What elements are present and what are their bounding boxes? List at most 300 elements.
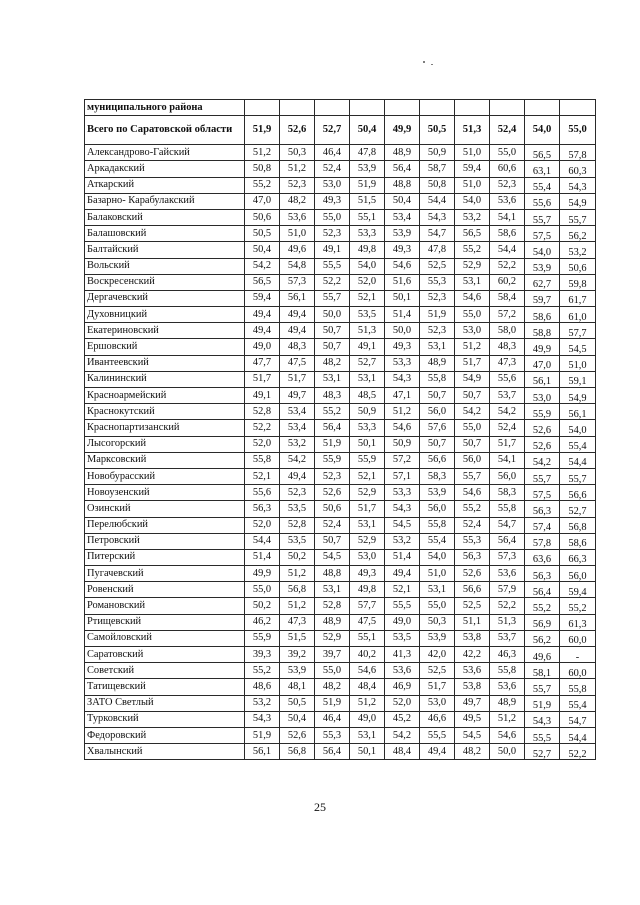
value-text: 57,5 xyxy=(532,230,552,242)
value-text: 54,7 xyxy=(497,519,517,531)
value-cell xyxy=(280,630,315,646)
value-cell xyxy=(280,517,315,533)
total-value: 50,4 xyxy=(350,116,385,145)
value-text: 52,7 xyxy=(357,357,377,369)
value-cell xyxy=(280,744,315,760)
value-cell xyxy=(385,323,420,339)
value-text: 58,0 xyxy=(497,324,517,336)
value-cell xyxy=(420,727,455,743)
value-cell xyxy=(455,663,490,679)
value-text: 53,3 xyxy=(357,227,377,239)
value-text: 50,1 xyxy=(392,292,412,304)
value-cell xyxy=(490,695,525,711)
value-text: 55,4 xyxy=(427,535,447,547)
value-text: 55,1 xyxy=(357,632,377,644)
value-text: 54,3 xyxy=(568,182,587,194)
value-cell xyxy=(280,679,315,695)
value-cell xyxy=(245,744,280,760)
value-cell xyxy=(525,711,560,727)
value-text: 56,0 xyxy=(568,570,587,582)
value-text: 49,0 xyxy=(357,713,377,725)
table-row xyxy=(85,242,596,258)
value-text: 56,4 xyxy=(532,586,552,598)
value-cell xyxy=(420,485,455,501)
value-cell xyxy=(385,436,420,452)
value-text: 55,7 xyxy=(322,292,342,304)
value-text: 52,0 xyxy=(357,276,377,288)
district-name: Ивантеевский xyxy=(85,355,245,371)
value-cell xyxy=(490,258,525,274)
value-text: 54,2 xyxy=(462,405,482,417)
table-row xyxy=(85,290,596,306)
value-text: 52,9 xyxy=(357,535,377,547)
value-text: 50,8 xyxy=(252,162,272,174)
value-cell xyxy=(245,339,280,355)
value-text: 57,4 xyxy=(532,522,552,534)
value-text: 63,6 xyxy=(532,554,552,566)
district-name: Балаковский xyxy=(85,209,245,225)
value-cell xyxy=(525,614,560,630)
value-cell xyxy=(245,226,280,242)
value-cell xyxy=(560,452,596,468)
total-value: 51,3 xyxy=(455,116,490,145)
value-text: 57,9 xyxy=(497,583,517,595)
value-text: 61,3 xyxy=(568,619,587,631)
value-text: 54,0 xyxy=(357,260,377,272)
value-cell xyxy=(350,663,385,679)
value-text: 42,2 xyxy=(462,648,482,660)
value-cell xyxy=(280,501,315,517)
value-text: 48,3 xyxy=(287,341,307,353)
value-cell xyxy=(280,193,315,209)
value-text: 49,3 xyxy=(322,195,342,207)
value-text: 52,7 xyxy=(532,748,552,760)
value-cell xyxy=(350,177,385,193)
value-cell xyxy=(455,307,490,323)
value-text: 42,0 xyxy=(427,648,447,660)
table-row xyxy=(85,663,596,679)
value-text: 55,5 xyxy=(427,729,447,741)
value-text: 55,0 xyxy=(322,211,342,223)
value-cell xyxy=(315,549,350,565)
value-text: 55,8 xyxy=(427,373,447,385)
value-cell xyxy=(560,258,596,274)
value-cell xyxy=(490,177,525,193)
value-text: 57,7 xyxy=(568,327,587,339)
scan-speck xyxy=(423,61,425,63)
value-cell xyxy=(560,727,596,743)
value-cell xyxy=(315,290,350,306)
district-name: Перелюбский xyxy=(85,517,245,533)
value-text: 55,2 xyxy=(462,502,482,514)
value-text: 51,2 xyxy=(287,162,307,174)
value-cell xyxy=(315,177,350,193)
value-text: 49,3 xyxy=(392,243,412,255)
value-cell xyxy=(350,404,385,420)
value-cell xyxy=(560,501,596,517)
value-text: 56,1 xyxy=(532,376,552,388)
table-row xyxy=(85,226,596,242)
value-text: 51,6 xyxy=(392,276,412,288)
value-cell xyxy=(280,549,315,565)
value-text: 49,4 xyxy=(287,324,307,336)
value-text: 52,0 xyxy=(252,438,272,450)
value-text: 60,0 xyxy=(568,635,587,647)
value-text: 55,4 xyxy=(532,182,552,194)
value-cell xyxy=(245,630,280,646)
value-text: 53,9 xyxy=(427,486,447,498)
value-text: 55,9 xyxy=(322,454,342,466)
value-cell xyxy=(350,549,385,565)
value-cell xyxy=(560,549,596,565)
value-text: 59,4 xyxy=(462,162,482,174)
value-cell xyxy=(280,323,315,339)
value-text: 51,5 xyxy=(287,632,307,644)
value-cell xyxy=(245,695,280,711)
value-text: 54,1 xyxy=(497,211,517,223)
value-cell xyxy=(490,727,525,743)
value-cell xyxy=(525,566,560,582)
value-cell xyxy=(560,566,596,582)
value-cell xyxy=(245,420,280,436)
value-cell xyxy=(490,242,525,258)
value-cell xyxy=(350,647,385,663)
value-cell xyxy=(420,274,455,290)
table-row xyxy=(85,598,596,614)
value-text: 51,2 xyxy=(392,405,412,417)
value-cell xyxy=(525,242,560,258)
value-text: 54,2 xyxy=(252,260,272,272)
value-text: 53,9 xyxy=(357,162,377,174)
value-cell xyxy=(420,193,455,209)
value-cell xyxy=(350,517,385,533)
value-text: 51,9 xyxy=(322,438,342,450)
value-cell xyxy=(280,404,315,420)
district-name: Лысогорский xyxy=(85,436,245,452)
value-cell xyxy=(420,355,455,371)
value-cell xyxy=(280,452,315,468)
value-cell xyxy=(490,582,525,598)
value-cell xyxy=(350,533,385,549)
value-cell xyxy=(385,404,420,420)
value-text: 56,3 xyxy=(252,502,272,514)
value-cell xyxy=(525,485,560,501)
value-cell xyxy=(350,468,385,484)
value-cell xyxy=(385,388,420,404)
value-text: 55,0 xyxy=(322,664,342,676)
value-cell xyxy=(350,711,385,727)
value-text: 55,2 xyxy=(462,243,482,255)
district-name: Александрово-Гайский xyxy=(85,145,245,161)
district-name: Романовский xyxy=(85,598,245,614)
value-text: 52,6 xyxy=(462,567,482,579)
value-cell xyxy=(420,323,455,339)
value-text: 49,1 xyxy=(252,389,272,401)
value-text: 49,4 xyxy=(427,745,447,757)
value-text: 51,5 xyxy=(357,195,377,207)
value-text: 53,1 xyxy=(462,276,482,288)
value-cell xyxy=(525,226,560,242)
value-text: 57,5 xyxy=(532,489,552,501)
value-cell xyxy=(490,452,525,468)
value-text: 51,7 xyxy=(252,373,272,385)
value-text: 58,4 xyxy=(497,292,517,304)
value-cell xyxy=(560,404,596,420)
value-text: 48,8 xyxy=(322,567,342,579)
value-cell xyxy=(385,727,420,743)
value-cell xyxy=(560,193,596,209)
value-cell xyxy=(490,549,525,565)
table-row xyxy=(85,533,596,549)
table-row xyxy=(85,468,596,484)
value-text: 56,2 xyxy=(532,635,552,647)
value-text: 53,4 xyxy=(287,421,307,433)
value-cell xyxy=(420,404,455,420)
value-text: 50,7 xyxy=(427,438,447,450)
value-cell xyxy=(245,355,280,371)
table-row xyxy=(85,161,596,177)
value-cell xyxy=(525,193,560,209)
value-cell xyxy=(420,258,455,274)
value-text: 46,4 xyxy=(322,713,342,725)
value-text: 50,4 xyxy=(287,713,307,725)
value-cell xyxy=(455,517,490,533)
value-cell xyxy=(315,323,350,339)
value-text: 54,2 xyxy=(497,405,517,417)
value-cell xyxy=(350,436,385,452)
value-cell xyxy=(560,744,596,760)
value-text: 51,9 xyxy=(532,700,552,712)
value-cell xyxy=(280,339,315,355)
value-cell xyxy=(315,614,350,630)
value-text: 54,0 xyxy=(532,246,552,258)
value-text: 52,9 xyxy=(462,260,482,272)
value-text: 57,3 xyxy=(287,276,307,288)
value-text: 53,0 xyxy=(427,697,447,709)
value-text: 55,0 xyxy=(497,146,517,158)
district-name: Дергачевский xyxy=(85,290,245,306)
value-cell xyxy=(350,695,385,711)
value-cell xyxy=(245,161,280,177)
value-text: 55,8 xyxy=(497,502,517,514)
table-row xyxy=(85,420,596,436)
value-cell xyxy=(420,663,455,679)
value-cell xyxy=(385,177,420,193)
value-text: 48,4 xyxy=(392,745,412,757)
value-text: 52,7 xyxy=(568,505,587,517)
value-cell xyxy=(245,566,280,582)
value-cell xyxy=(315,145,350,161)
value-cell xyxy=(490,323,525,339)
value-cell xyxy=(280,355,315,371)
district-name: Ершовский xyxy=(85,339,245,355)
value-cell xyxy=(525,533,560,549)
value-cell xyxy=(490,307,525,323)
value-cell xyxy=(280,647,315,663)
value-cell xyxy=(455,226,490,242)
value-text: 49,7 xyxy=(462,697,482,709)
value-cell xyxy=(490,630,525,646)
value-text: 48,2 xyxy=(462,745,482,757)
table-row xyxy=(85,371,596,387)
value-cell xyxy=(280,274,315,290)
value-cell xyxy=(385,209,420,225)
value-text: 54,3 xyxy=(392,502,412,514)
value-cell xyxy=(280,161,315,177)
value-text: 52,1 xyxy=(357,470,377,482)
value-text: 52,4 xyxy=(322,519,342,531)
value-text: 54,5 xyxy=(462,729,482,741)
value-text: 58,7 xyxy=(427,162,447,174)
value-cell xyxy=(350,242,385,258)
value-cell xyxy=(525,209,560,225)
value-text: 51,7 xyxy=(497,438,517,450)
value-cell xyxy=(315,161,350,177)
value-cell xyxy=(420,517,455,533)
value-cell xyxy=(560,711,596,727)
value-cell xyxy=(420,744,455,760)
value-text: 47,3 xyxy=(497,357,517,369)
value-cell xyxy=(315,452,350,468)
value-text: 50,3 xyxy=(287,146,307,158)
value-cell xyxy=(455,452,490,468)
value-cell xyxy=(385,371,420,387)
value-cell xyxy=(525,274,560,290)
value-cell xyxy=(525,468,560,484)
value-text: 50,0 xyxy=(322,308,342,320)
value-text: 55,1 xyxy=(357,211,377,223)
table-row xyxy=(85,339,596,355)
value-cell xyxy=(490,355,525,371)
value-text: 51,0 xyxy=(462,179,482,191)
table-row xyxy=(85,209,596,225)
value-cell xyxy=(350,744,385,760)
value-text: 53,6 xyxy=(497,195,517,207)
value-cell xyxy=(525,145,560,161)
district-name: Ртищевский xyxy=(85,614,245,630)
value-cell xyxy=(385,679,420,695)
value-text: 60,2 xyxy=(497,276,517,288)
value-cell xyxy=(245,727,280,743)
value-cell xyxy=(455,209,490,225)
value-cell xyxy=(455,193,490,209)
value-text: 52,1 xyxy=(392,583,412,595)
value-cell xyxy=(525,501,560,517)
value-text: 49,4 xyxy=(252,324,272,336)
value-cell xyxy=(385,161,420,177)
value-cell xyxy=(385,517,420,533)
value-text: 56,3 xyxy=(532,570,552,582)
value-cell xyxy=(525,323,560,339)
scan-speck xyxy=(431,64,433,65)
value-text: 53,1 xyxy=(357,729,377,741)
value-cell xyxy=(280,695,315,711)
value-text: 52,8 xyxy=(322,600,342,612)
value-cell xyxy=(560,307,596,323)
value-text: 55,8 xyxy=(568,683,587,695)
district-name: Самойловский xyxy=(85,630,245,646)
value-text: 53,5 xyxy=(287,535,307,547)
value-cell xyxy=(245,711,280,727)
value-cell xyxy=(315,663,350,679)
district-name: Воскресенский xyxy=(85,274,245,290)
value-text: 47,5 xyxy=(357,616,377,628)
value-text: 53,0 xyxy=(357,551,377,563)
value-text: 52,8 xyxy=(252,405,272,417)
table-row xyxy=(85,404,596,420)
value-text: 54,2 xyxy=(532,457,552,469)
value-cell xyxy=(490,711,525,727)
value-text: 53,6 xyxy=(462,664,482,676)
value-text: 50,7 xyxy=(322,341,342,353)
value-text: 50,7 xyxy=(462,438,482,450)
value-cell xyxy=(315,258,350,274)
value-text: 47,8 xyxy=(357,146,377,158)
value-text: 52,3 xyxy=(287,486,307,498)
value-cell xyxy=(560,161,596,177)
value-text: 39,3 xyxy=(252,648,272,660)
page-number: 25 xyxy=(314,800,326,814)
value-cell xyxy=(245,209,280,225)
value-text: 54,2 xyxy=(287,454,307,466)
value-cell xyxy=(455,242,490,258)
value-text: 51,2 xyxy=(287,567,307,579)
value-cell xyxy=(420,501,455,517)
value-cell xyxy=(315,695,350,711)
value-text: 49,1 xyxy=(322,243,342,255)
district-name: Хвалынский xyxy=(85,744,245,760)
value-cell xyxy=(315,679,350,695)
value-cell xyxy=(490,193,525,209)
value-cell xyxy=(490,404,525,420)
value-cell xyxy=(350,307,385,323)
value-text: 52,2 xyxy=(568,748,587,760)
value-text: 49,3 xyxy=(357,567,377,579)
value-text: 54,5 xyxy=(568,344,587,356)
district-name: Федоровский xyxy=(85,727,245,743)
value-cell xyxy=(350,582,385,598)
value-cell xyxy=(525,371,560,387)
value-cell xyxy=(385,614,420,630)
value-text: 53,1 xyxy=(322,583,342,595)
value-text: 50,7 xyxy=(427,389,447,401)
value-text: 54,4 xyxy=(427,195,447,207)
value-cell xyxy=(560,533,596,549)
value-text: 55,4 xyxy=(568,441,587,453)
value-text: 52,5 xyxy=(462,600,482,612)
value-text: 52,4 xyxy=(462,519,482,531)
value-cell xyxy=(560,436,596,452)
value-cell xyxy=(420,679,455,695)
value-text: 56,0 xyxy=(497,470,517,482)
value-text: 61,7 xyxy=(568,295,587,307)
value-text: 53,9 xyxy=(427,632,447,644)
value-cell xyxy=(560,420,596,436)
value-text: 54,6 xyxy=(357,664,377,676)
value-text: 55,2 xyxy=(252,664,272,676)
value-cell xyxy=(490,209,525,225)
value-cell xyxy=(245,404,280,420)
value-text: 55,8 xyxy=(427,519,447,531)
value-text: 53,5 xyxy=(392,632,412,644)
value-text: 53,8 xyxy=(462,680,482,692)
value-cell xyxy=(350,566,385,582)
value-text: 60,3 xyxy=(568,165,587,177)
value-cell xyxy=(350,630,385,646)
value-text: 47,5 xyxy=(287,357,307,369)
value-cell xyxy=(420,711,455,727)
value-text: 53,0 xyxy=(462,324,482,336)
